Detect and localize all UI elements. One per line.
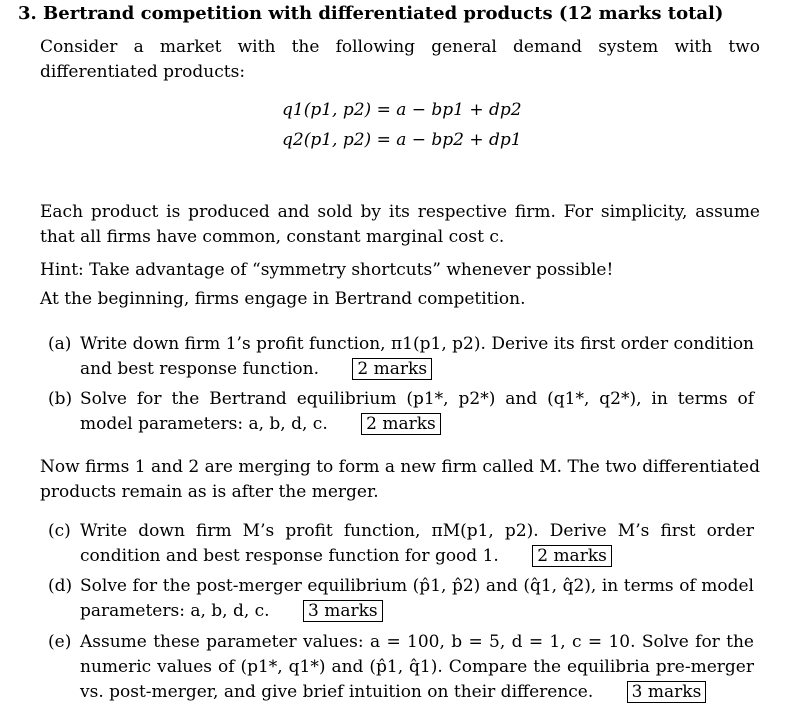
bertrand-intro: At the beginning, firms engage in Bertrand competition. [40, 289, 526, 309]
setup-paragraph: Each product is produced and sold by its respective firm. For simplicity, assume that all firms have common, constant marginal cost c. [40, 202, 760, 247]
part-e [48, 630, 754, 705]
part-text: Solve for the post-merger equilibrium (p̂1, p̂2) and (q̂1, q̂2), in terms of model parameters: a, b, d, c. [80, 576, 754, 621]
part-b [48, 387, 754, 437]
part-label: (d) [48, 576, 73, 596]
hint-text: Hint: Take advantage of “symmetry shortcuts” whenever possible! [40, 260, 614, 280]
intro-paragraph: Consider a market with the following general demand system with two differentiated products: [40, 37, 760, 82]
marks-badge: 2 marks [361, 413, 441, 435]
part-c [48, 519, 754, 569]
part-d [48, 574, 754, 624]
marks-badge: 3 marks [303, 600, 383, 622]
marks-badge: 2 marks [352, 358, 432, 380]
merger-paragraph: Now firms 1 and 2 are merging to form a new firm called M. The two differentiated products remain as is after the merger. [40, 457, 760, 502]
part-label: (b) [48, 389, 73, 409]
part-label: (a) [48, 334, 72, 354]
part-text: Assume these parameter values: a = 100, b = 5, d = 1, c = 10. Solve for the numeric values of (p1*, q1*) and (p̂1, q̂1). Compare the equilibria pre-merger vs. post-merger, and give brief intuition on their difference. [80, 632, 754, 702]
demand-equation-2: q2(p1, p2) = a − bp2 + dp1 [282, 130, 522, 150]
marks-badge: 2 marks [532, 545, 612, 567]
part-label: (c) [48, 521, 71, 541]
part-text: Write down firm 1’s profit function, π1(p1, p2). Derive its first order condition and best response function. [80, 334, 754, 379]
part-label: (e) [48, 632, 72, 652]
part-text: Solve for the Bertrand equilibrium (p1*, p2*) and (q1*, q2*), in terms of model parameters: a, b, d, c. [80, 389, 754, 434]
marks-badge: 3 marks [627, 681, 707, 703]
demand-equation-1: q1(p1, p2) = a − bp1 + dp2 [282, 100, 522, 120]
question-heading: 3. Bertrand competition with differentiated products (12 marks total) [18, 3, 724, 24]
part-a [48, 332, 754, 382]
part-text: Write down firm M’s profit function, πM(p1, p2). Derive M’s first order condition and best response function for good 1. [80, 521, 754, 566]
